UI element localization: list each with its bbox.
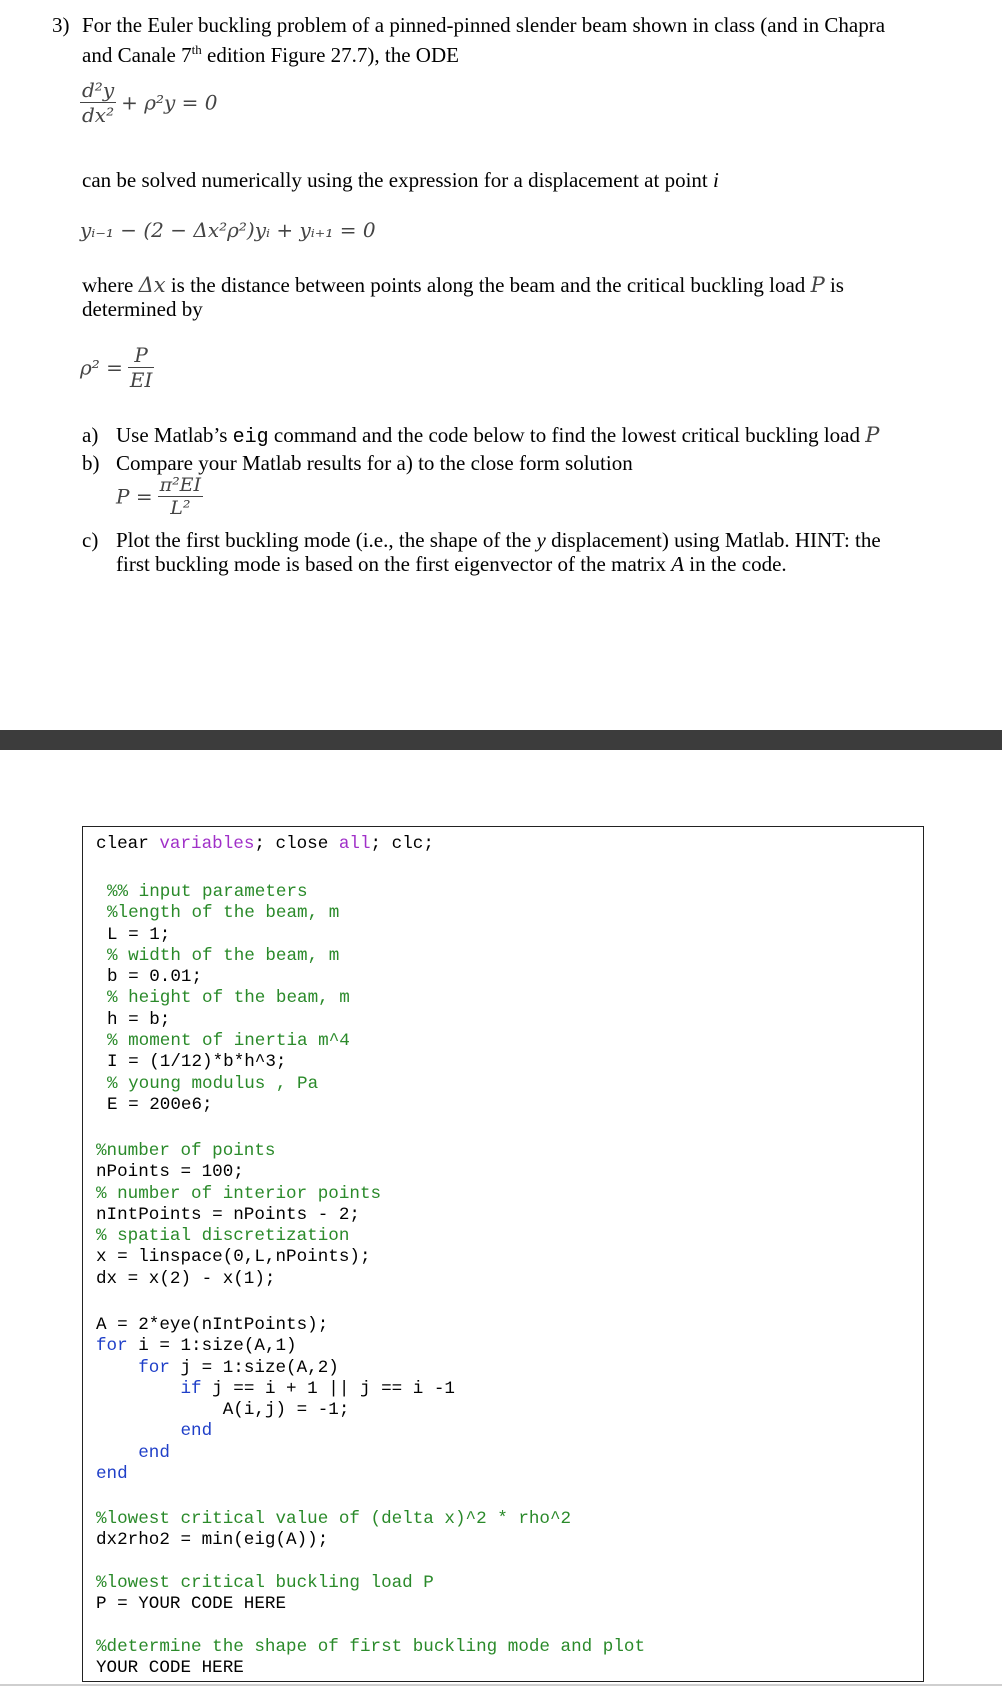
where-line: where Δx is the distance between points along the beam and the critical buckling load P is <box>82 273 844 297</box>
difference-equation: yᵢ₋₁ − (2 − Δx²ρ²)yᵢ + yᵢ₊₁ = 0 <box>80 218 376 242</box>
question-number: 3) <box>52 13 70 37</box>
part-c-line-2: first buckling mode is based on the first eigenvector of the matrix A in the code. <box>116 552 787 576</box>
code-block-plot: %determine the shape of first buckling mode and plot YOUR CODE HERE <box>96 1637 646 1679</box>
determined-line: determined by <box>82 297 203 321</box>
code-line-clear: clear variables; close all; clc; <box>96 834 434 854</box>
ode-equation: $\frac{\text{d²y}}{\text{dx²}}$ + ρ²y = 0 <box>82 78 218 127</box>
closed-form-equation: P = $\frac{\text{π²EI}}{\text{L²}}$ <box>116 474 202 519</box>
part-a-label: a) <box>82 423 99 447</box>
part-c-line-1: Plot the first buckling mode (i.e., the shape of the y displacement) using Matlab. HINT: the <box>116 528 881 552</box>
part-b-label: b) <box>82 451 100 475</box>
code-block-eig: %lowest critical value of (delta x)^2 * rho^2 dx2rho2 = min(eig(A)); <box>96 1509 572 1551</box>
numeric-solution-line: can be solved numerically using the expression for a displacement at point i <box>82 168 719 192</box>
code-block-matrix: A = 2*eye(nIntPoints); for i = 1:size(A,1) for j = 1:size(A,2) if j == i + 1 || j == i -1 A(i,j) = -1; end end end <box>96 1315 455 1485</box>
code-block-discretization: %number of points nPoints = 100; % number of interior points nIntPoints = nPoints - 2; % spatial discretization x = linspace(0,L,nPoints); dx = x(2) - x(1); <box>96 1141 382 1289</box>
page-bottom-edge <box>0 1684 1002 1686</box>
part-c-label: c) <box>82 528 99 552</box>
intro-line-1: For the Euler buckling problem of a pinned-pinned slender beam shown in class (and in Chapra <box>82 13 886 37</box>
part-b-text: Compare your Matlab results for a) to the close form solution <box>116 451 633 475</box>
code-block-parameters: %% input parameters %length of the beam, m L = 1; % width of the beam, m b = 0.01; % height of the beam, m h = b; % moment of inertia m^4 I = (1/12)*b*h^3; % young modulus , Pa E = 200e6; <box>107 882 350 1115</box>
part-a-text: Use Matlab’s eig command and the code below to find the lowest critical buckling load P <box>116 423 880 449</box>
rho-equation: ρ² = $\frac{P}{EI}$ <box>80 343 153 392</box>
code-block-load: %lowest critical buckling load P P = YOUR CODE HERE <box>96 1573 434 1615</box>
section-separator <box>0 730 1002 750</box>
intro-line-2: and Canale 7th edition Figure 27.7), the ODE <box>82 42 459 67</box>
